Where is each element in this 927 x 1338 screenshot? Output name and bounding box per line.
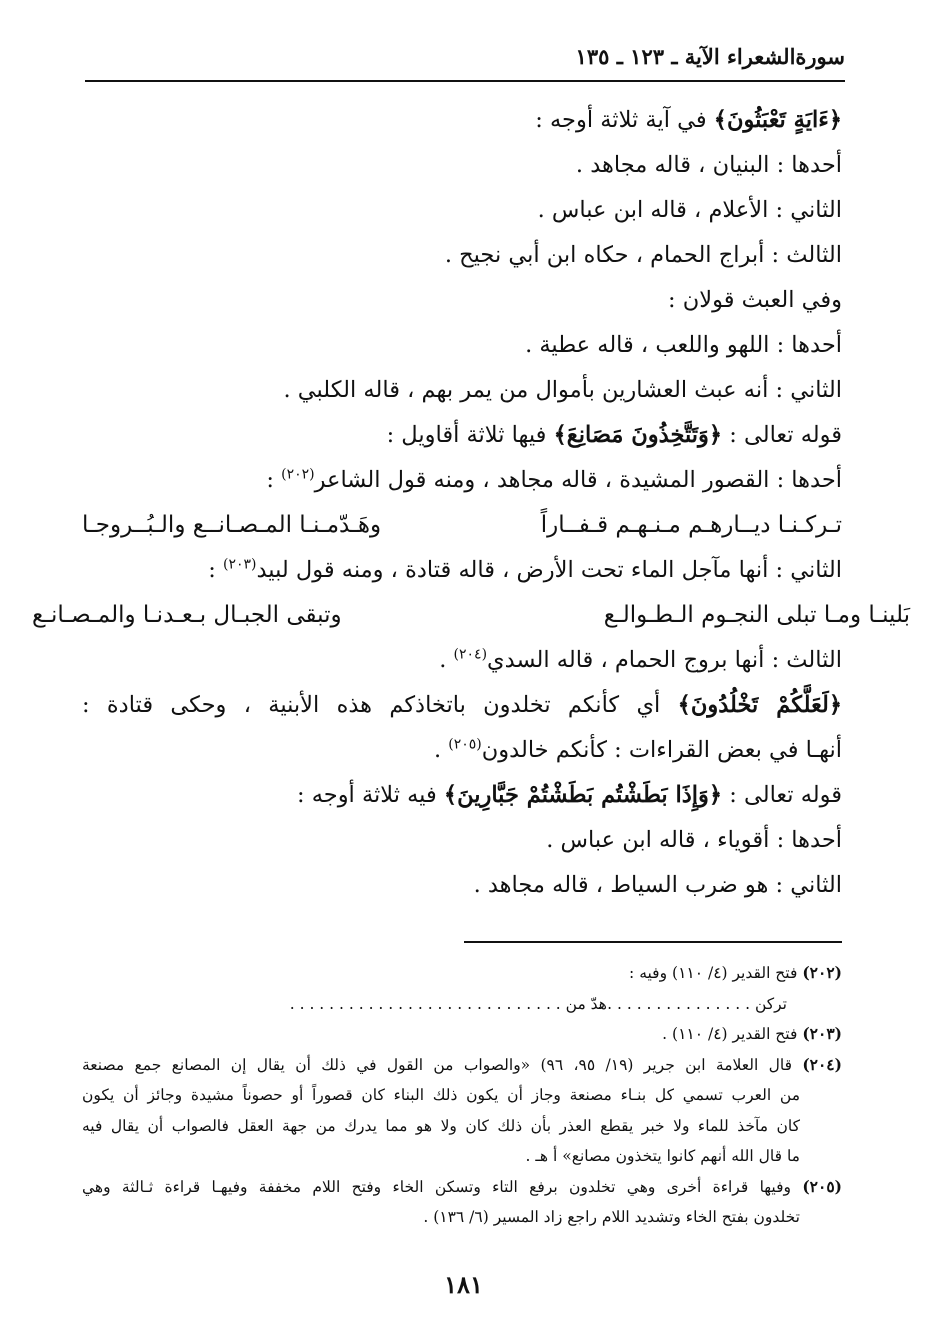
text-line: الثاني : أنه عبث العشارين بأموال من يمر بهم ، قاله الكلبي .: [283, 377, 842, 403]
footnote-continuation: كان مآخذ للماء ولا خبر يقطع العذر بأن ذلك كان ولا هو مما يدرك من جهة العقل فالصواب أن يقال فيه: [82, 1116, 800, 1135]
line-text: قوله تعالى :: [722, 422, 842, 448]
verse-hemistich-second: وهَـدّمـنـا المـصـانــع والـبُــروجـا: [82, 512, 382, 538]
quran-quote: ﴿وَإِذَا بَطَشْتُم بَطَشْتُمْ جَبَّارِينَ﴾: [443, 782, 723, 808]
footnote-203: [82, 1019, 842, 1050]
line-text: فيه ثلاثة أوجه :: [296, 782, 444, 808]
footnote-text: قال العلامة ابن جرير (١٩/ ٩٥، ٩٦) «والصواب من القول في ذلك أن يقال إن المصانع جمع مصنعة: [82, 1055, 803, 1074]
footnote-text: وفيها قراءة أخرى وهي تخلدون برفع التاء وتسكن الخاء وفتح اللام مخففة وفيهـا قراءة ثـالثة وهي: [82, 1177, 803, 1196]
footnote-number: (٢٠٢): [802, 963, 842, 982]
text-line: وفي العبث قولان :: [668, 287, 842, 313]
footnote-continuation: تخلدون بفتح الخاء وتشديد اللام راجع زاد المسير (٦/ ١٣٦) .: [423, 1208, 800, 1226]
line-text: أنهـا في بعض القراءات : كأنكم خالدون: [481, 737, 842, 763]
quran-quote: ﴿وَتَتَّخِذُونَ مَصَانِعَ﴾: [553, 422, 723, 448]
page-number: ١٨١: [444, 1270, 483, 1299]
footnote-text: فتح القدير (٤/ ١١٠) وفيه :: [629, 964, 803, 982]
footnote-verse: [82, 989, 842, 1020]
text-line: [82, 728, 842, 773]
footnote-204: [82, 1050, 842, 1081]
footnote-202: [82, 958, 842, 989]
text-line: [82, 458, 842, 503]
text-line: أحدها : البنيان ، قاله مجاهد .: [575, 152, 842, 178]
footnote-continuation: ما قال الله أنهم كانوا يتخذون مصانع» أ هـ .: [525, 1147, 800, 1165]
line-text: في آية ثلاثة أوجه :: [535, 107, 714, 133]
verse-hemistich-first: تـركـنـا ديــارهـم مـنـهـم قـفــاراً: [540, 512, 842, 538]
verse-hemistich-first: بَلينـا ومـا تبلى النجـوم الـطـوالـع: [603, 602, 910, 628]
footnote-number: (٢٠٣): [802, 1024, 842, 1043]
line-text: أحدها : القصور المشيدة ، قاله مجاهد ، ومنه قول الشاعر: [314, 467, 842, 493]
header-divider: [85, 80, 845, 82]
footnote-continuation: من العرب تسمي كل بنـاء مصنعة وجاز أن يكون ذلك البناء كان قصوراً أو حصوناً مشيدة وجائز أن يكون: [82, 1086, 800, 1104]
text-line: [82, 548, 842, 593]
text-line: أحدها : اللهو واللعب ، قاله عطية .: [525, 332, 842, 358]
footnote-number: (٢٠٤): [802, 1054, 842, 1074]
line-text: الثاني : أنها مآجل الماء تحت الأرض ، قاله قتادة ، ومنه قول لبيد: [256, 557, 842, 583]
text-line: [82, 638, 842, 683]
poetry-verse: [82, 503, 842, 548]
footnote-ref: (٢٠٥): [448, 736, 482, 753]
line-text: فيها ثلاثة أقاويل :: [386, 422, 554, 448]
verse-hemistich-first: تركن . . . . . . . . . . . . . . . .: [597, 994, 787, 1013]
running-header: سورةالشعراء الآية ـ ١٢٣ ـ ١٣٥: [575, 44, 845, 69]
quran-quote: ﴿لَعَلَّكُمْ تَخْلُدُونَ﴾: [677, 692, 842, 718]
text-line: [82, 683, 842, 728]
line-text: .: [439, 647, 454, 673]
line-text: أي كأنكم تخلدون باتخاذكم هذه الأبنية ، وحكى قتادة :: [82, 692, 678, 718]
text-line: [82, 413, 842, 458]
line-text: :: [266, 467, 282, 493]
text-line: الثاني : الأعلام ، قاله ابن عباس .: [537, 197, 842, 223]
line-text: :: [208, 557, 223, 583]
verse-hemistich-second: وتبقى الجبـال بـعـدنـا والمـصـانـع: [32, 602, 342, 628]
text-line: [82, 98, 842, 143]
footnote-205: [82, 1172, 842, 1203]
line-text: .: [433, 737, 449, 763]
text-line: الثاني : هو ضرب السياط ، قاله مجاهد .: [473, 872, 842, 898]
poetry-verse: [32, 593, 910, 638]
text-line: [82, 773, 842, 818]
text-line: الثالث : أبراج الحمام ، حكاه ابن أبي نجيح .: [444, 242, 842, 268]
footnote-ref: (٢٠٣): [222, 556, 257, 573]
footnotes: [82, 958, 842, 1233]
line-text: قوله تعالى :: [722, 782, 842, 808]
verse-hemistich-second: هدّ من . . . . . . . . . . . . . . . . . . . . . . . . . . . .: [289, 994, 607, 1013]
footnote-text: فتح القدير (٤/ ١١٠) .: [662, 1025, 803, 1043]
main-text: [32, 98, 910, 908]
line-text: الثالث : أنها بروج الحمام ، قاله السدي: [487, 647, 842, 673]
quran-quote: ﴿ءَايَةٍ تَعْبَثُونَ﴾: [713, 107, 842, 133]
footnote-ref: (٢٠٢): [281, 466, 315, 483]
footnote-ref: (٢٠٤): [453, 646, 488, 663]
footnote-divider: [464, 941, 842, 943]
text-line: أحدها : أقوياء ، قاله ابن عباس .: [546, 827, 842, 853]
footnote-number: (٢٠٥): [802, 1176, 842, 1196]
